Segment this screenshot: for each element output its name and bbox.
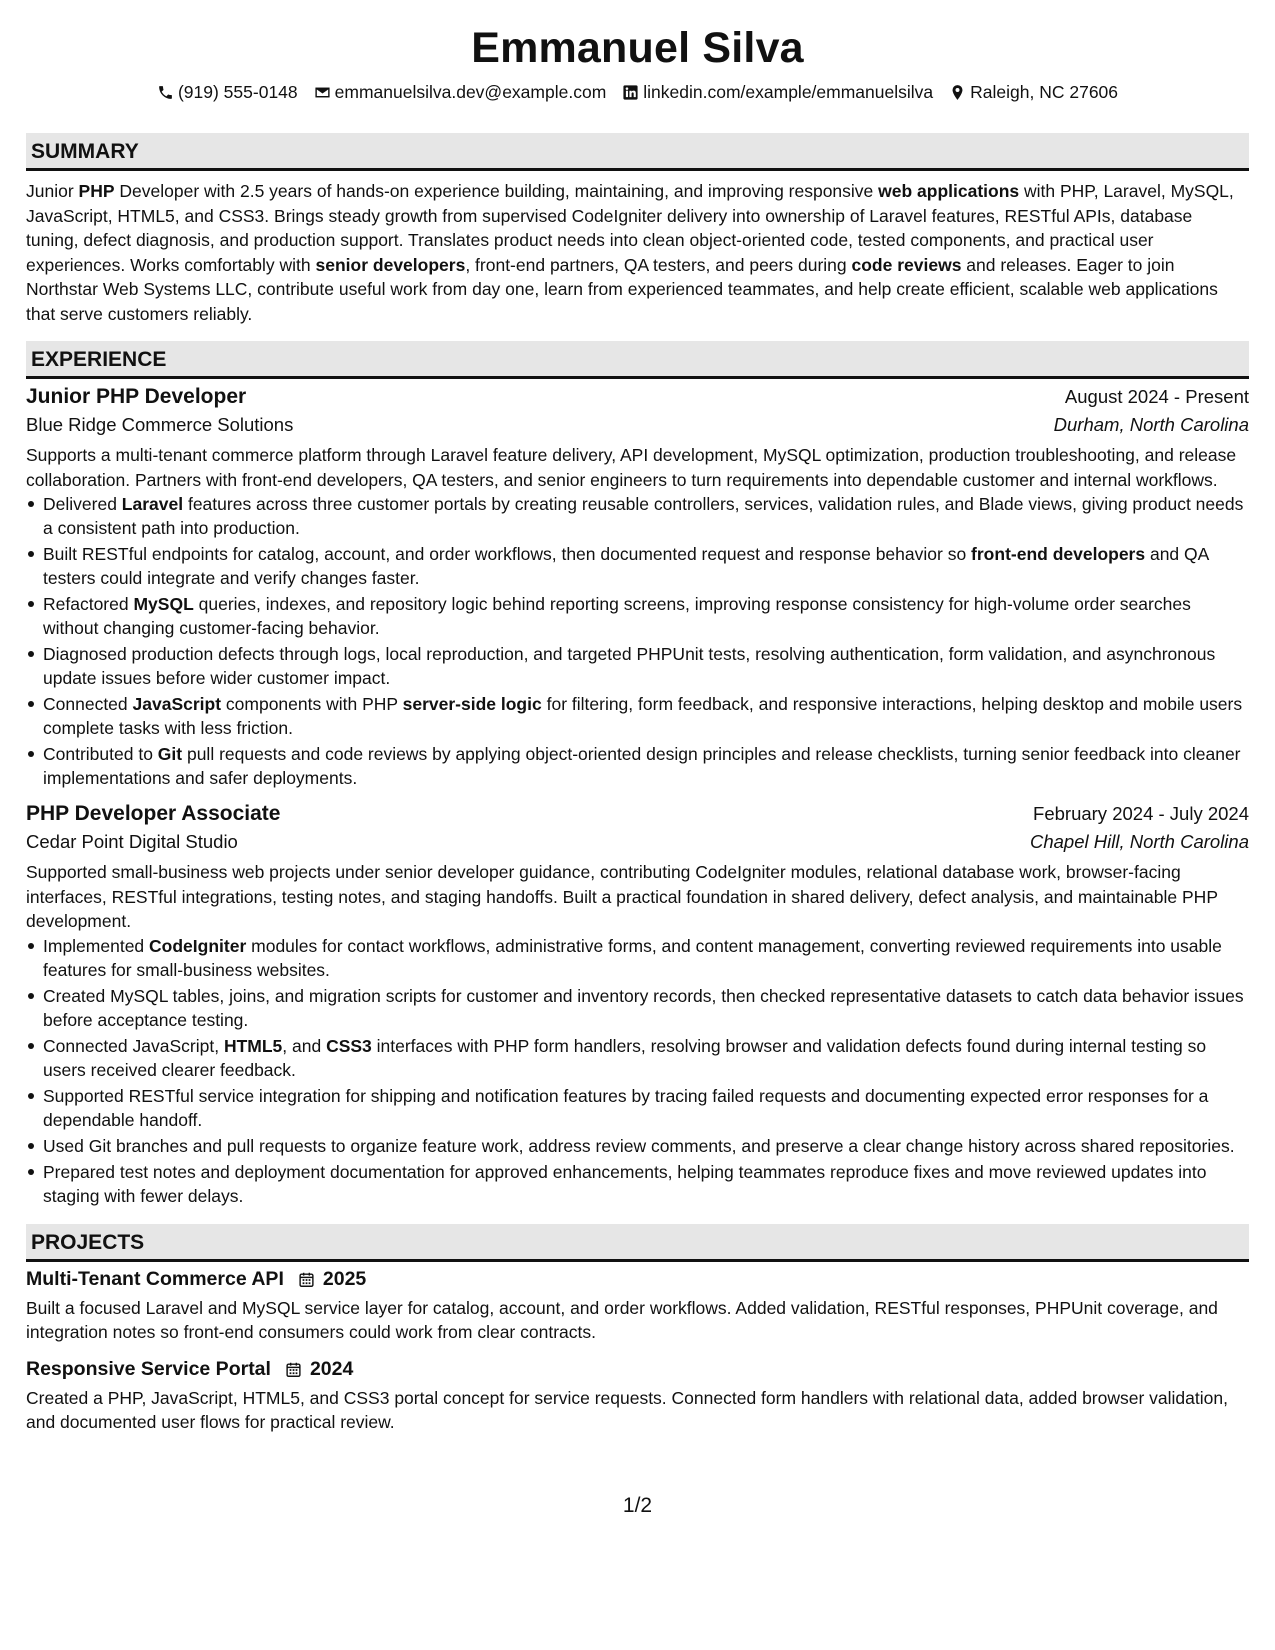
bullet-item [43,1084,1249,1132]
experience-section-header: EXPERIENCE [26,341,1249,379]
job-title: Junior PHP Developer [26,385,247,408]
bold-keyword: HTML5 [223,1035,283,1056]
text-run: pull requests and code reviews by applying object-oriented design principles and release checklists, turning senior feedback into cleaner implementations and safer deployments. [43,744,1241,788]
contact-phone [157,82,298,103]
project-name: Responsive Service Portal [26,1357,271,1380]
project-year: 2025 [322,1267,367,1290]
text-run: Created MySQL tables, joins, and migration scripts for customer and inventory records, then checked representative datasets to catch data behavior issues before acceptance testing. [43,985,1244,1030]
bold-keyword: web applications [878,181,1020,201]
bullet-item [43,592,1249,640]
text-run: Used Git branches and pull requests to organize feature work, address review comments, and preserve a clear change history across shared repositories. [43,1135,1235,1156]
job-company: Cedar Point Digital Studio [26,831,238,852]
envelope-icon [314,84,331,101]
bullet-item [43,1134,1249,1158]
text-run: Connected JavaScript, [43,1035,224,1056]
bold-keyword: Git [157,744,183,764]
bold-keyword: front-end developers [971,544,1146,564]
job-description: Supported small-business web projects under senior developer guidance, contributing CodeIgniter modules, relational database work, browser-facing interfaces, RESTful integrations, testing notes, and staging handoffs. Built a practical foundation in shared delivery, defect analysis, and maintainable PHP development. [26,862,1218,931]
contact-bar [26,80,1249,104]
bold-keyword: CodeIgniter [149,935,247,956]
job-bullets [26,492,1249,790]
text-run: and QA testers could integrate and verify changes faster. [43,544,1209,588]
text-run: modules for contact workflows, administrative forms, and content management, converting reviewed requirements into usable features for small-business websites. [43,935,1222,980]
summary-section-header: SUMMARY [26,133,1249,171]
linkedin-icon [622,84,639,101]
text-run: and releases. Eager to join Northstar Web Systems LLC, contribute useful work from day one, learn from experienced teammates, and help create efficient, scalable web applications that serve customers reliably. [26,254,1218,324]
text-run: Implemented [43,935,150,956]
map-pin-icon [949,84,966,101]
linkedin-text[interactable]: linkedin.com/example/emmanuelsilva [643,81,934,102]
resume-page [26,0,1249,1435]
job-description: Supports a multi-tenant commerce platform through Laravel feature delivery, API development, MySQL optimization, production troubleshooting, and release collaboration. Partners with front-end developers, QA testers, and senior engineers to turn requirements into dependable customer and internal workflows. [26,445,1237,490]
contact-location [949,82,1118,103]
contact-email[interactable] [314,82,607,103]
text-run: Contributed to [43,744,158,764]
text-run: Prepared test notes and deployment documentation for approved enhancements, helping teammates reproduce fixes and move reviewed updates into staging with fewer delays. [43,1161,1207,1206]
job-location: Chapel Hill, North Carolina [1029,831,1249,852]
candidate-name: Emmanuel Silva [471,24,804,72]
bullet-item [43,542,1249,590]
job-entry [26,385,1249,790]
bold-keyword: PHP [78,181,115,201]
job-dates: February 2024 - July 2024 [1033,803,1249,824]
text-run: , and [282,1035,327,1056]
location-text: Raleigh, NC 27606 [970,81,1119,102]
bold-keyword: JavaScript [132,694,222,714]
bullet-item [43,492,1249,540]
text-run: queries, indexes, and repository logic behind reporting screens, improving response consistency for high-volume order searches without changing customer-facing behavior. [43,594,1191,638]
bold-keyword: MySQL [133,594,194,614]
contact-linkedin[interactable] [622,82,933,103]
bullet-item [43,742,1249,790]
summary-text [26,179,1249,326]
projects-section-header: PROJECTS [26,1224,1249,1262]
text-run: components with PHP [221,694,403,714]
job-location: Durham, North Carolina [1053,414,1249,435]
text-run: features across three customer portals by creating reusable controllers, services, validation rules, and Blade views, giving product needs a consistent path into production. [43,494,1244,538]
bullet-item [43,1034,1249,1082]
page-number: 1/2 [622,1494,653,1517]
project-entry [26,1268,1249,1345]
bullet-item [43,692,1249,740]
bullet-item [43,1160,1249,1208]
project-description: Built a focused Laravel and MySQL service layer for catalog, account, and order workflows. Added validation, RESTful responses, PHPUnit coverage, and integration notes so front-end consumers could work from clear contracts. [26,1297,1218,1342]
text-run: for filtering, form feedback, and responsive interactions, helping desktop and mobile users complete tasks with less friction. [43,694,1243,738]
bold-keyword: server-side logic [402,694,542,714]
job-title: PHP Developer Associate [26,802,281,825]
text-run: with PHP, Laravel, MySQL, JavaScript, HTML5, and CSS3. Brings steady growth from supervised CodeIgniter delivery into ownership of Laravel features, RESTful APIs, database tuning, defect diagnosis, and production support. Translates product needs into clean object-oriented code, tested components, and practical user experiences. Works comfortably with [26,181,1234,275]
text-run: Supported RESTful service integration for shipping and notification features by tracing failed requests and documenting expected error responses for a dependable handoff. [43,1085,1209,1130]
text-run: Junior [26,181,79,201]
text-run: Connected [43,694,133,714]
bold-keyword: senior developers [315,254,466,275]
phone-text: (919) 555-0148 [177,81,298,102]
job-company: Blue Ridge Commerce Solutions [26,414,294,435]
bold-keyword: CSS3 [326,1035,372,1056]
calendar-icon [298,1271,315,1288]
text-run: Diagnosed production defects through logs, local reproduction, and targeted PHPUnit tests, resolving authentication, form validation, and asynchronous update issues before wider customer impact. [43,644,1216,688]
job-dates: August 2024 - Present [1064,386,1249,407]
text-run: interfaces with PHP form handlers, resolving browser and validation defects found during internal testing so users received clearer feedback. [43,1035,1207,1080]
text-run: Refactored [43,594,134,614]
project-entry [26,1358,1249,1435]
text-run: Built RESTful endpoints for catalog, account, and order workflows, then documented request and response behavior so [43,544,972,564]
project-description: Created a PHP, JavaScript, HTML5, and CSS3 portal concept for service requests. Connected form handlers with relational data, added browser validation, and documented user flows for practical review. [26,1387,1228,1432]
bold-keyword: Laravel [121,494,184,514]
bullet-item [43,984,1249,1032]
phone-icon [157,84,174,101]
job-entry [26,802,1249,1208]
bullet-item [43,642,1249,690]
project-year: 2024 [309,1357,354,1380]
text-run: Developer with 2.5 years of hands-on experience building, maintaining, and improving responsive [114,181,879,201]
email-text[interactable]: emmanuelsilva.dev@example.com [334,81,607,102]
text-run: , front-end partners, QA testers, and peers during [465,254,852,275]
text-run: Delivered [43,494,122,514]
project-name: Multi-Tenant Commerce API [26,1267,284,1290]
job-bullets [26,934,1249,1208]
bullet-item [43,934,1249,982]
calendar-icon [285,1361,302,1378]
bold-keyword: code reviews [851,254,962,275]
